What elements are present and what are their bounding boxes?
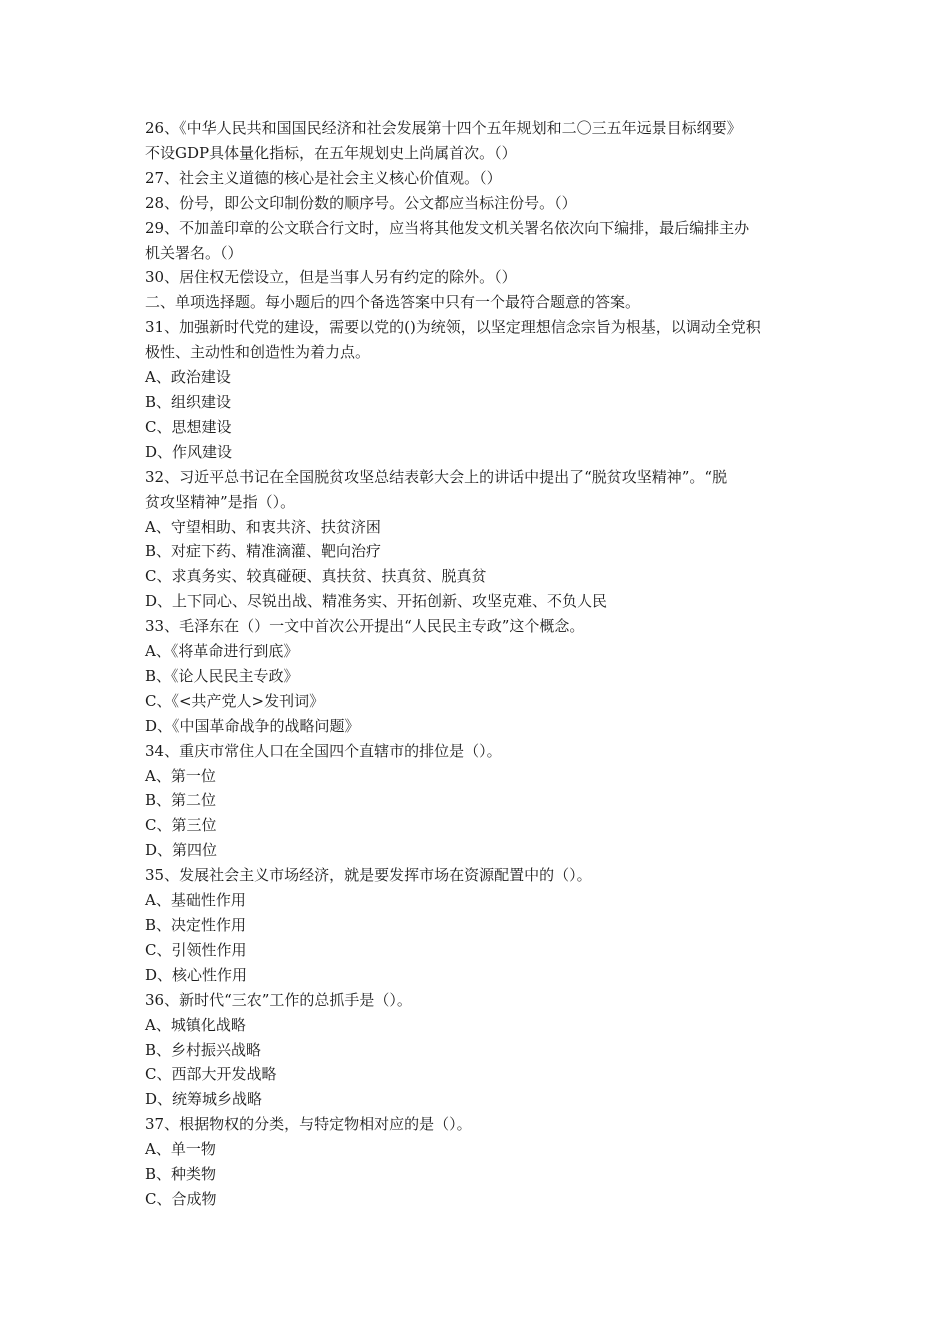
question-33-option-d: D、《中国革命战争的战略问题》 xyxy=(145,716,360,735)
question-32-option-a: A、守望相助、和衷共济、扶贫济困 xyxy=(145,517,381,536)
question-34: 34、重庆市常住人口在全国四个直辖市的排位是（）。 xyxy=(145,741,502,760)
question-32-option-d: D、上下同心、尽锐出战、精准务实、开拓创新、攻坚克难、不负人民 xyxy=(145,592,608,611)
question-26-line-2: 不设GDP具体量化指标，在五年规划史上尚属首次。（） xyxy=(145,143,517,162)
question-31-line-1: 31、加强新时代党的建设，需要以党的()为统领，以坚定理想信念宗旨为根基，以调动全党积 xyxy=(145,318,761,337)
question-33-option-b: B、《论人民民主专政》 xyxy=(145,666,299,685)
question-36-option-a: A、城镇化战略 xyxy=(145,1015,246,1034)
question-31-line-2: 极性、主动性和创造性为着力点。 xyxy=(145,343,371,362)
question-33: 33、毛泽东在（）一文中首次公开提出“人民民主专政”这个概念。 xyxy=(145,617,585,636)
question-34-option-d: D、第四位 xyxy=(145,841,218,860)
question-37-option-c: C、合成物 xyxy=(145,1189,217,1208)
question-33-option-c: C、《<共产党人>发刊词》 xyxy=(145,691,325,710)
question-30: 30、居住权无偿设立，但是当事人另有约定的除外。（） xyxy=(145,268,517,287)
question-29-line-2: 机关署名。（） xyxy=(145,243,243,262)
question-32-option-b: B、对症下药、精准滴灌、靶向治疗 xyxy=(145,542,382,561)
question-34-option-b: B、第二位 xyxy=(145,791,217,810)
question-26-line-1: 26、《中华人民共和国国民经济和社会发展第十四个五年规划和二〇三五年远景目标纲要》 xyxy=(145,119,742,137)
question-32-line-1: 32、习近平总书记在全国脱贫攻坚总结表彰大会上的讲话中提出了“脱贫攻坚精神”。“脱 xyxy=(145,467,728,486)
document-body xyxy=(145,116,815,1212)
question-36-option-b: B、乡村振兴战略 xyxy=(145,1040,262,1059)
question-31-option-c: C、思想建设 xyxy=(145,417,232,436)
question-31-option-b: B、组织建设 xyxy=(145,392,232,411)
question-27: 27、社会主义道德的核心是社会主义核心价值观。（） xyxy=(145,168,502,187)
question-32-option-c: C、求真务实、较真碰硬、真扶贫、扶真贫、脱真贫 xyxy=(145,567,487,586)
question-29-line-1: 29、不加盖印章的公文联合行文时，应当将其他发文机关署名依次向下编排，最后编排主办 xyxy=(145,218,750,237)
question-32-line-2: 贫攻坚精神”是指（）。 xyxy=(145,492,296,511)
question-35: 35、发展社会主义市场经济，就是要发挥市场在资源配置中的（）。 xyxy=(145,866,592,885)
question-36-option-d: D、统筹城乡战略 xyxy=(145,1090,263,1109)
question-37: 37、根据物权的分类，与特定物相对应的是（）。 xyxy=(145,1115,472,1134)
question-34-option-c: C、第三位 xyxy=(145,816,217,835)
question-33-option-a: A、《将革命进行到底》 xyxy=(145,642,299,661)
question-36-option-c: C、西部大开发战略 xyxy=(145,1065,277,1084)
question-37-option-b: B、种类物 xyxy=(145,1165,217,1184)
question-34-option-a: A、第一位 xyxy=(145,766,216,785)
section-heading-single-choice: 二、单项选择题。每小题后的四个备选答案中只有一个最符合题意的答案。 xyxy=(145,293,641,312)
question-35-option-c: C、引领性作用 xyxy=(145,940,247,959)
question-28: 28、份号，即公文印制份数的顺序号。公文都应当标注份号。（） xyxy=(145,193,577,212)
question-35-option-b: B、决定性作用 xyxy=(145,916,247,934)
question-35-option-d: D、核心性作用 xyxy=(145,965,248,984)
question-37-option-a: A、单一物 xyxy=(145,1140,216,1159)
question-36: 36、新时代“三农”工作的总抓手是（）。 xyxy=(145,990,412,1009)
question-31-option-a: A、政治建设 xyxy=(145,368,231,387)
question-31-option-d: D、作风建设 xyxy=(145,442,233,461)
question-35-option-a: A、基础性作用 xyxy=(145,891,246,910)
